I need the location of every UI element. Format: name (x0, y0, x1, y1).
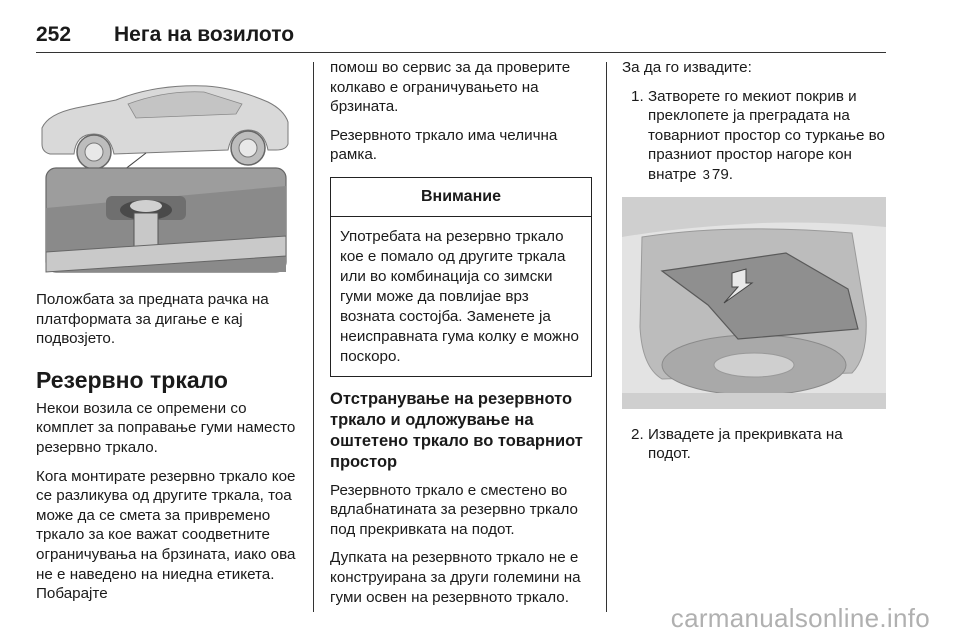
page-title: Нега на возилото (114, 23, 295, 46)
section-heading-removal: Отстранување на резервното тркало и одложување на оштетено тркало во товарниот простор (330, 389, 583, 471)
page-header (36, 20, 886, 53)
paragraph: помош во сервис за да проверите колкаво е ограничувањето на брзината. (330, 59, 571, 116)
column-divider (606, 62, 607, 612)
trunk-cover-figure (622, 197, 886, 409)
jack-position-illustration (36, 58, 292, 276)
column-1 (36, 58, 298, 613)
step-text: Затворете го мекиот покрив и преклопете ја преградата на товарниот простор со туркање во празниот простор нагоре кон внатре (648, 87, 885, 183)
column-divider (313, 62, 314, 612)
column-3 (622, 58, 888, 476)
caution-text: Употребата на резервно тркало кое е помало од другите тркала или во комбинација со зимски гуми може да повлијае врз возната состојба. Заменете ја неисправната гума колку е можно поскоро. (340, 227, 579, 365)
car-jack-figure (36, 58, 292, 276)
paragraph: Резервното тркало е сместено во вдлабнатината за резервно тркало под прекривката на подот. (330, 481, 578, 538)
list-item (622, 87, 888, 185)
paragraph: Кога монтирате резервно тркало кое се разликува од другите тркала, тоа може да се смета за привремено тркало за кое важат соодветните ограничувања на брзината, иако ова не е наведено на ниедна етикета. Побарајте (36, 467, 296, 603)
watermark: carmanualsonline.info (670, 603, 930, 633)
page-reference[interactable]: 79. (711, 165, 734, 183)
paragraph: Резервното тркало има челична рамка. (330, 126, 558, 164)
steps-intro: За да го извадите: (622, 59, 752, 76)
section-heading-spare-wheel: Резервно тркало (36, 366, 228, 393)
step-number: 1. (631, 87, 644, 105)
page-number: 252 (36, 23, 72, 46)
paragraph: Некои возила се опремени со комплет за поправање гуми наместо резервно тркало. (36, 399, 296, 456)
list-item (622, 425, 888, 464)
caution-title: Внимание (331, 178, 591, 217)
trunk-floor-illustration (622, 197, 886, 409)
figure-caption: Положбата за предната рачка на платформата за дигање е кај подвозјето. (36, 291, 269, 348)
step-number: 2. (631, 425, 644, 443)
page-reference-icon: 3 (702, 166, 710, 182)
caution-box (330, 177, 592, 377)
steps-list (622, 87, 888, 185)
step-text: Извадете ја прекривката на подот. (648, 425, 843, 463)
steps-list-continued (622, 425, 888, 464)
column-2 (330, 58, 592, 616)
paragraph: Дупката на резервното тркало не е конструирана за други големини на гуми освен на резервното тркало. (330, 549, 581, 606)
